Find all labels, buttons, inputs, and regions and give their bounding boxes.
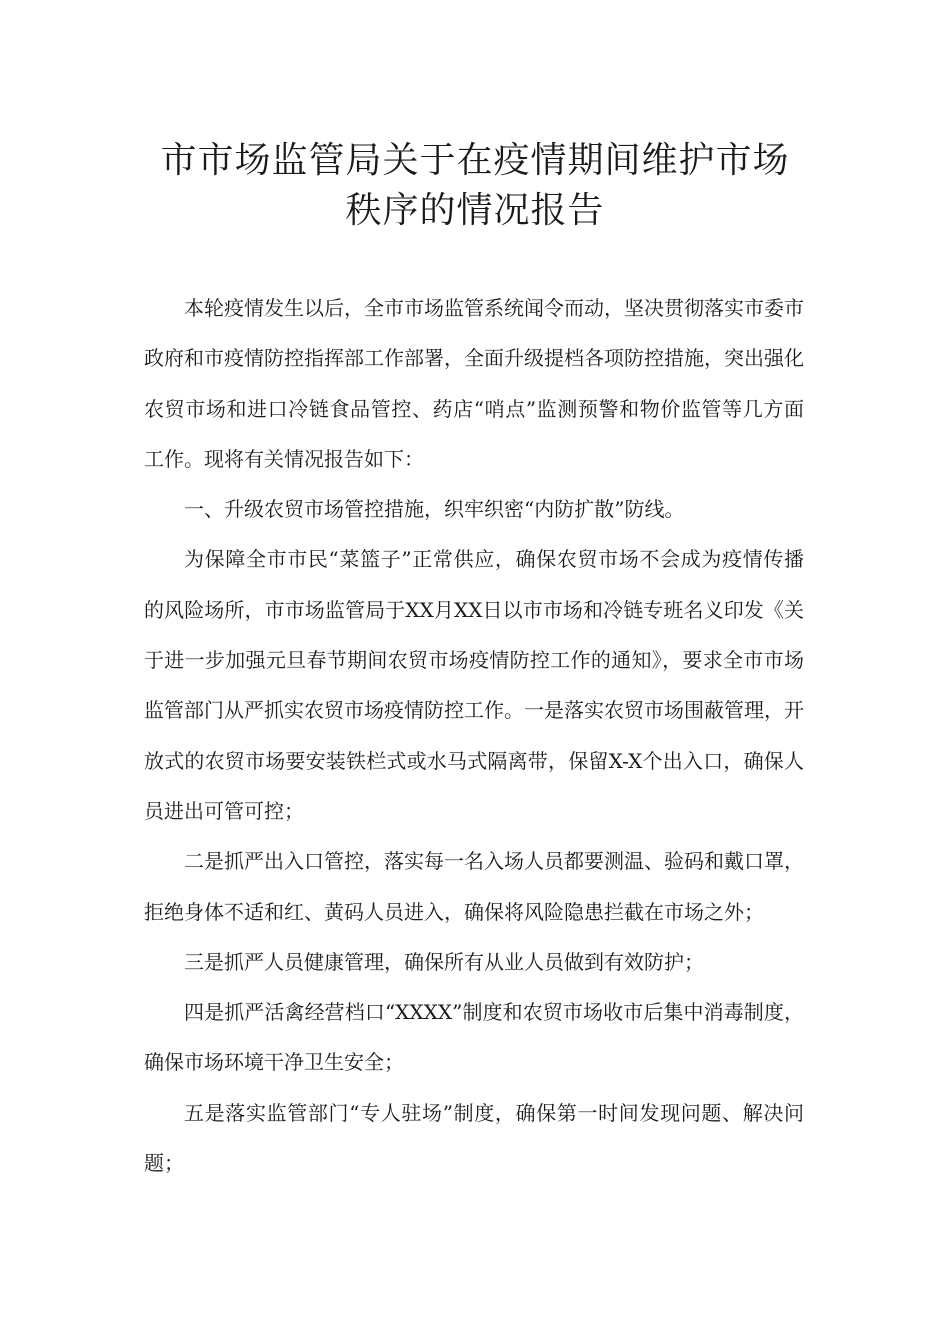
document-title-line-2: 秩序的情况报告	[345, 190, 605, 231]
paragraph: 三是抓严人员健康管理，确保所有从业人员做到有效防护；	[184, 949, 704, 974]
paragraph: 为保障全市市民“菜篮子”正常供应，确保农贸市场不会成为疫情传播的风险场所，市市场监管局于XX月XX日以市市场和冷链专班名义印发《关于进一步加强元旦春节期间农贸市场疫情防控工作的通知》，要求全市市场监管部门从严抓实农贸市场疫情防控工作。一是落实农贸市场围蔽管理，开放式的农贸市场要安装铁栏式或水马式隔离带，保留X-X个出入口，确保人员进出可管可控；	[144, 547, 804, 823]
paragraph: 五是落实监管部门“专人驻场”制度，确保第一时间发现问题、解决问题；	[144, 1100, 804, 1176]
paragraph: 四是抓严活禽经营档口“XXXX”制度和农贸市场收市后集中消毒制度，确保市场环境干净卫生安全；	[144, 1000, 804, 1075]
document-title-line-1: 市市场监管局关于在疫情期间维护市场	[160, 140, 790, 181]
section-heading: 一、升级农贸市场管控措施，织牢织密“内防扩散”防线。	[184, 497, 685, 522]
document-body	[144, 283, 804, 1188]
paragraph: 二是抓严出入口管控，落实每一名入场人员都要测温、验码和戴口罩，拒绝身体不适和红、黄码人员进入，确保将风险隐患拦截在市场之外；	[144, 849, 804, 924]
paragraph: 本轮疫情发生以后，全市市场监管系统闻令而动，坚决贯彻落实市委市政府和市疫情防控指挥部工作部署，全面升级提档各项防控措施，突出强化农贸市场和进口冷链食品管控、药店“哨点”监测预警和物价监管等几方面工作。现将有关情况报告如下：	[144, 296, 804, 471]
